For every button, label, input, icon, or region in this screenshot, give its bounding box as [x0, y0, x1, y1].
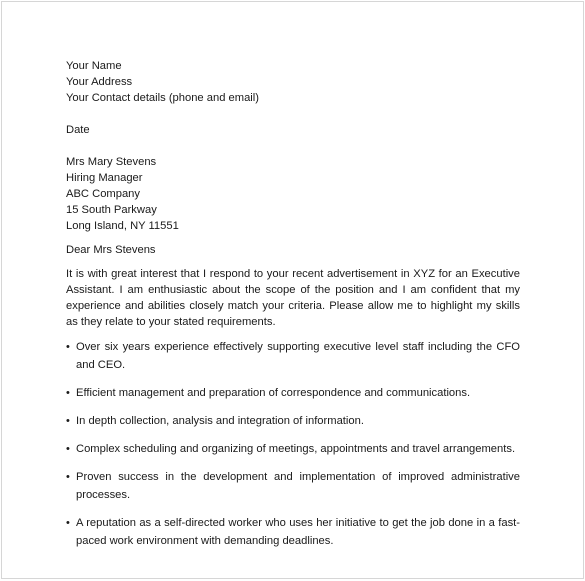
list-item-text: Efficient management and preparation of correspondence and communications.: [76, 387, 471, 399]
recipient-title: Hiring Manager: [66, 172, 143, 184]
list-item: [66, 384, 520, 402]
list-item: [66, 440, 520, 458]
sender-contact: Your Contact details (phone and email): [66, 92, 259, 104]
list-item: [66, 412, 520, 430]
recipient-street: 15 South Parkway: [66, 204, 157, 216]
list-item-text: Over six years experience effectively supporting executive level staff including the CFO and CEO.: [76, 341, 520, 371]
list-item-text: Complex scheduling and organizing of meetings, appointments and travel arrangements.: [76, 443, 516, 455]
letter-date: Date: [66, 124, 90, 136]
list-item-text: Proven success in the development and implementation of improved administrative processes.: [76, 471, 520, 501]
bullet-icon: •: [66, 471, 70, 483]
bullet-icon: •: [66, 517, 70, 529]
list-item-text: A reputation as a self-directed worker who uses her initiative to get the job done in a fast-paced work environment with demanding deadlines.: [76, 517, 520, 547]
list-item-text: In depth collection, analysis and integration of information.: [76, 415, 364, 427]
salutation: Dear Mrs Stevens: [66, 244, 156, 256]
bullet-icon: •: [66, 387, 70, 399]
recipient-city: Long Island, NY 11551: [66, 220, 179, 232]
qualification-list: [66, 338, 520, 550]
bullet-icon: •: [66, 415, 70, 427]
sender-block: [66, 58, 520, 106]
list-item: [66, 468, 520, 504]
letter-content: [66, 58, 520, 560]
recipient-company: ABC Company: [66, 188, 140, 200]
letter-page: [1, 1, 584, 579]
recipient-block: [66, 154, 520, 234]
recipient-name: Mrs Mary Stevens: [66, 156, 157, 168]
sender-name: Your Name: [66, 60, 122, 72]
sender-address: Your Address: [66, 76, 133, 88]
list-item: [66, 338, 520, 374]
salutation-block: [66, 242, 520, 258]
date-block: [66, 122, 520, 138]
intro-paragraph: It is with great interest that I respond to your recent advertisement in XYZ for an Executive Assistant. I am enthusiastic about the scope of the position and I am confident that my experience and abilities closely match your criteria. Please allow me to highlight my skills as they relate to your stated requirements.: [66, 268, 520, 328]
list-item: [66, 514, 520, 550]
bullet-icon: •: [66, 443, 70, 455]
bullet-icon: •: [66, 341, 70, 353]
